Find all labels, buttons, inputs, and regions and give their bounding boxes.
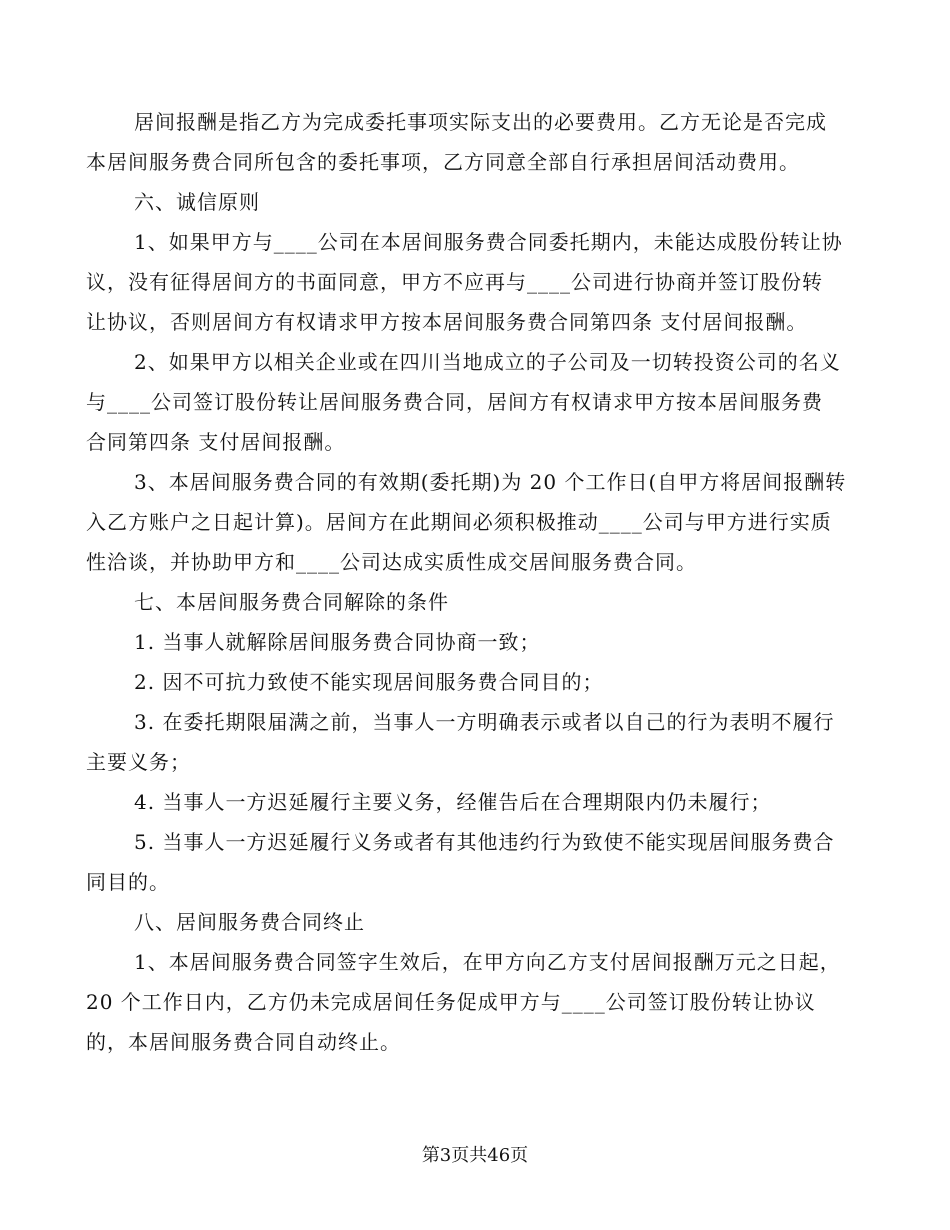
text-line: 主要义务； (86, 750, 191, 774)
clause-8-1 (86, 942, 864, 1062)
text-line: 3. 在委托期限届满之前，当事人一方明确表示或者以自己的行为表明不履行 (134, 710, 835, 734)
text-line: 入乙方账户之日起计算)。居间方在此期间必须积极推动____公司与甲方进行实质 (86, 510, 832, 534)
text-line: 性洽谈，并协助甲方和____公司达成实质性成交居间服务费合同。 (86, 550, 697, 574)
text-line: 议，没有征得居间方的书面同意，甲方不应再与____公司进行协商并签订股份转 (86, 270, 823, 294)
text-line: 1. 当事人就解除居间服务费合同协商一致； (134, 630, 541, 654)
heading-section-8 (86, 902, 864, 942)
clause-6-1 (86, 222, 864, 342)
document-body (86, 102, 864, 1062)
text-line: 1、本居间服务费合同签字生效后，在甲方向乙方支付居间报酬万元之日起， (134, 950, 841, 974)
text-line: 3、本居间服务费合同的有效期(委托期)为 20 个工作日(自甲方将居间报酬转 (134, 470, 847, 494)
clause-7-3 (86, 702, 864, 782)
heading-section-7 (86, 582, 864, 622)
text-line: 2. 因不可抗力致使不能实现居间服务费合同目的； (134, 670, 604, 694)
clause-7-4 (86, 782, 864, 822)
heading-section-6 (86, 182, 864, 222)
text-line: 20 个工作日内，乙方仍未完成居间任务促成甲方与____公司签订股份转让协议 (86, 990, 816, 1014)
clause-7-2 (86, 662, 864, 702)
text-line: 本居间服务费合同所包含的委托事项，乙方同意全部自行承担居间活动费用。 (86, 150, 800, 174)
clause-7-5 (86, 822, 864, 902)
text-line: 同目的。 (86, 870, 170, 894)
text-line: 4. 当事人一方迟延履行主要义务，经催告后在合理期限内仍未履行； (134, 790, 772, 814)
text-line: 2、如果甲方以相关企业或在四川当地成立的子公司及一切转投资公司的名义 (134, 350, 841, 374)
text-line: 七、本居间服务费合同解除的条件 (134, 590, 449, 614)
text-line: 与____公司签订股份转让居间服务费合同，居间方有权请求甲方按本居间服务费 (86, 390, 823, 414)
text-line: 5. 当事人一方迟延履行义务或者有其他违约行为致使不能实现居间服务费合 (134, 830, 835, 854)
text-line: 的，本居间服务费合同自动终止。 (86, 1030, 401, 1054)
text-line: 让协议，否则居间方有权请求甲方按本居间服务费合同第四条 支付居间报酬。 (86, 310, 808, 334)
paragraph-commission-costs (86, 102, 864, 182)
text-line: 居间报酬是指乙方为完成委托事项实际支出的必要费用。乙方无论是否完成 (134, 110, 827, 134)
text-line: 合同第四条 支付居间报酬。 (86, 430, 346, 454)
clause-6-2 (86, 342, 864, 462)
text-line: 1、如果甲方与____公司在本居间服务费合同委托期内，未能达成股份转让协 (134, 230, 843, 254)
text-line: 八、居间服务费合同终止 (134, 910, 365, 934)
clause-7-1 (86, 622, 864, 662)
clause-6-3 (86, 462, 864, 582)
page-number: 第3页共46页 (421, 1145, 529, 1166)
text-line: 六、诚信原则 (134, 190, 260, 214)
